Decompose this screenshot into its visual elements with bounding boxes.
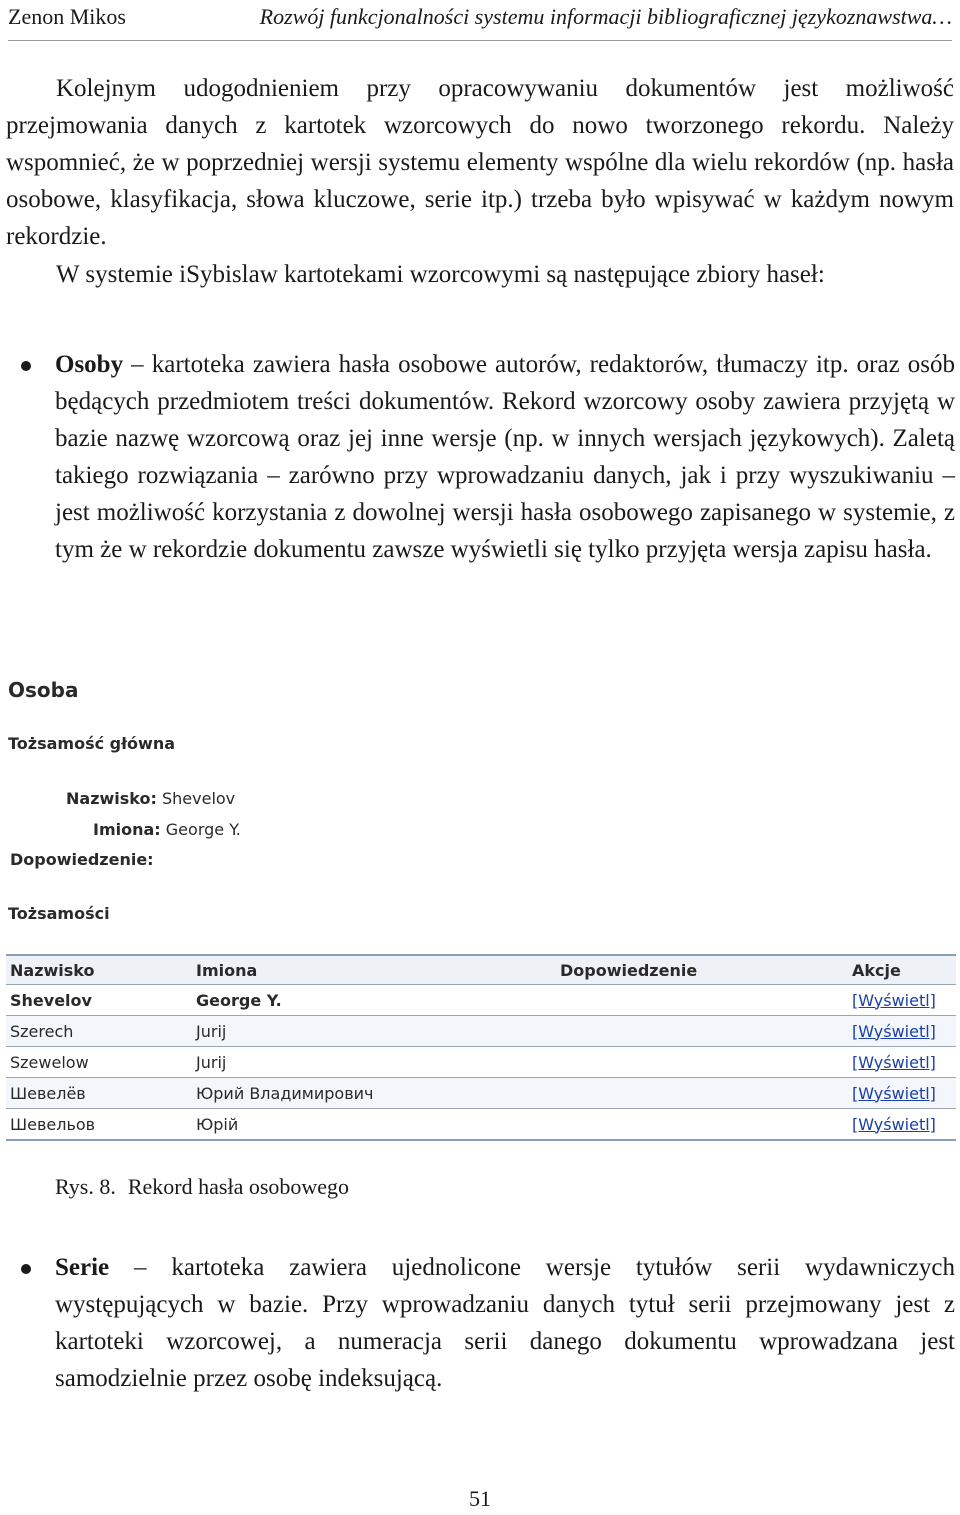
identities-table [6, 954, 956, 1141]
paragraph-2: W systemie iSybislaw kartotekami wzorcowymi są następujące zbiory haseł: [56, 261, 825, 288]
cell-names: Юрий Владимирович [192, 1078, 556, 1109]
header-title: Rozwój funkcjonalności systemu informacji bibliograficznej językoznawstwa… [259, 4, 952, 29]
cell-names: Jurij [192, 1047, 556, 1078]
cell-names: Юрiй [192, 1109, 556, 1141]
table-row [6, 1047, 956, 1078]
view-link[interactable]: [Wyświetl] [852, 990, 936, 1010]
table-row [6, 1016, 956, 1047]
bullet-text: – kartoteka zawiera ujednolicone wersje tytułów serii wydawniczych występujących w bazie. Przy wprowadzaniu danych tytuł serii przejmowany jest z kartoteki wzorcowej, a numeracja serii danego dokumentu wprowadzana jest samodzielnie przez osobę indeksującą. [55, 1254, 955, 1392]
bullet-term: Osoby [55, 351, 124, 378]
cell-note [556, 1016, 848, 1047]
view-link[interactable]: [Wyświetl] [852, 1052, 936, 1072]
main-identity-heading: Tożsamość główna [8, 734, 176, 753]
caption-number: Rys. 8. [55, 1174, 116, 1199]
figure-screenshot [6, 676, 956, 1146]
table-row [6, 1078, 956, 1109]
names-label: Imiona: [93, 820, 161, 839]
bullet-dot-icon [21, 361, 31, 371]
bullet-dot-icon [21, 1264, 31, 1274]
cell-surname: Shevelov [6, 985, 192, 1016]
names-row [93, 820, 241, 839]
cell-note [556, 1047, 848, 1078]
column-header: Nazwisko [6, 955, 192, 985]
surname-row [66, 789, 235, 808]
page-number: 51 [469, 1486, 491, 1511]
header-author: Zenon Mikos [8, 4, 126, 29]
bullet-item-serie [55, 1249, 955, 1397]
view-link[interactable]: [Wyświetl] [852, 1083, 936, 1103]
table-row [6, 1109, 956, 1141]
cell-note [556, 1078, 848, 1109]
table-row [6, 985, 956, 1016]
view-link[interactable]: [Wyświetl] [852, 1021, 936, 1041]
cell-note [556, 1109, 848, 1141]
column-header: Dopowiedzenie [556, 955, 848, 985]
cell-surname: Szerech [6, 1016, 192, 1047]
surname-label: Nazwisko: [66, 789, 157, 808]
cell-note [556, 985, 848, 1016]
note-label: Dopowiedzenie: [10, 850, 154, 869]
figure-title: Osoba [8, 678, 79, 702]
table-header-row [6, 955, 956, 985]
column-header: Imiona [192, 955, 556, 985]
identities-heading: Tożsamości [8, 904, 110, 923]
figure-caption [55, 1174, 349, 1200]
cell-surname: Szewelow [6, 1047, 192, 1078]
running-header [8, 0, 952, 41]
bullet-term: Serie [55, 1254, 110, 1281]
bullet-text: – kartoteka zawiera hasła osobowe autorów, redaktorów, tłumaczy itp. oraz osób będących przedmiotem treści dokumentów. Rekord wzorcowy osoby zawiera przyjętą w bazie nazwę wzorcową oraz jej inne wersje (np. w innych wersjach językowych). Zaletą takiego rozwiązania – zarówno przy wprowadzaniu danych, jak i przy wyszukiwaniu – jest możliwość korzystania z dowolnej wersji hasła osobowego zapisanego w systemie, z tym że w rekordzie dokumentu zawsze wyświetli się tylko przyjęta wersja zapisu hasła. [55, 351, 955, 563]
bullet-item-osoby [55, 346, 955, 568]
paragraph-1: Kolejnym udogodnieniem przy opracowywaniu dokumentów jest możliwość przejmowania danych z kartotek wzorcowych do nowo tworzonego rekordu. Należy wspomnieć, że w poprzedniej wersji systemu elementy wspólne dla wielu rekordów (np. hasła osobowe, klasyfikacja, słowa kluczowe, serie itp.) trzeba było wpisywać w każdym nowym rekordzie. [6, 75, 954, 250]
caption-text: Rekord hasła osobowego [127, 1174, 350, 1199]
view-link[interactable]: [Wyświetl] [852, 1114, 936, 1134]
cell-surname: Шевельов [6, 1109, 192, 1141]
names-value: George Y. [165, 820, 241, 839]
cell-names: George Y. [192, 985, 556, 1016]
cell-names: Jurij [192, 1016, 556, 1047]
surname-value: Shevelov [161, 789, 236, 808]
cell-surname: Шевелёв [6, 1078, 192, 1109]
column-header: Akcje [848, 955, 956, 985]
